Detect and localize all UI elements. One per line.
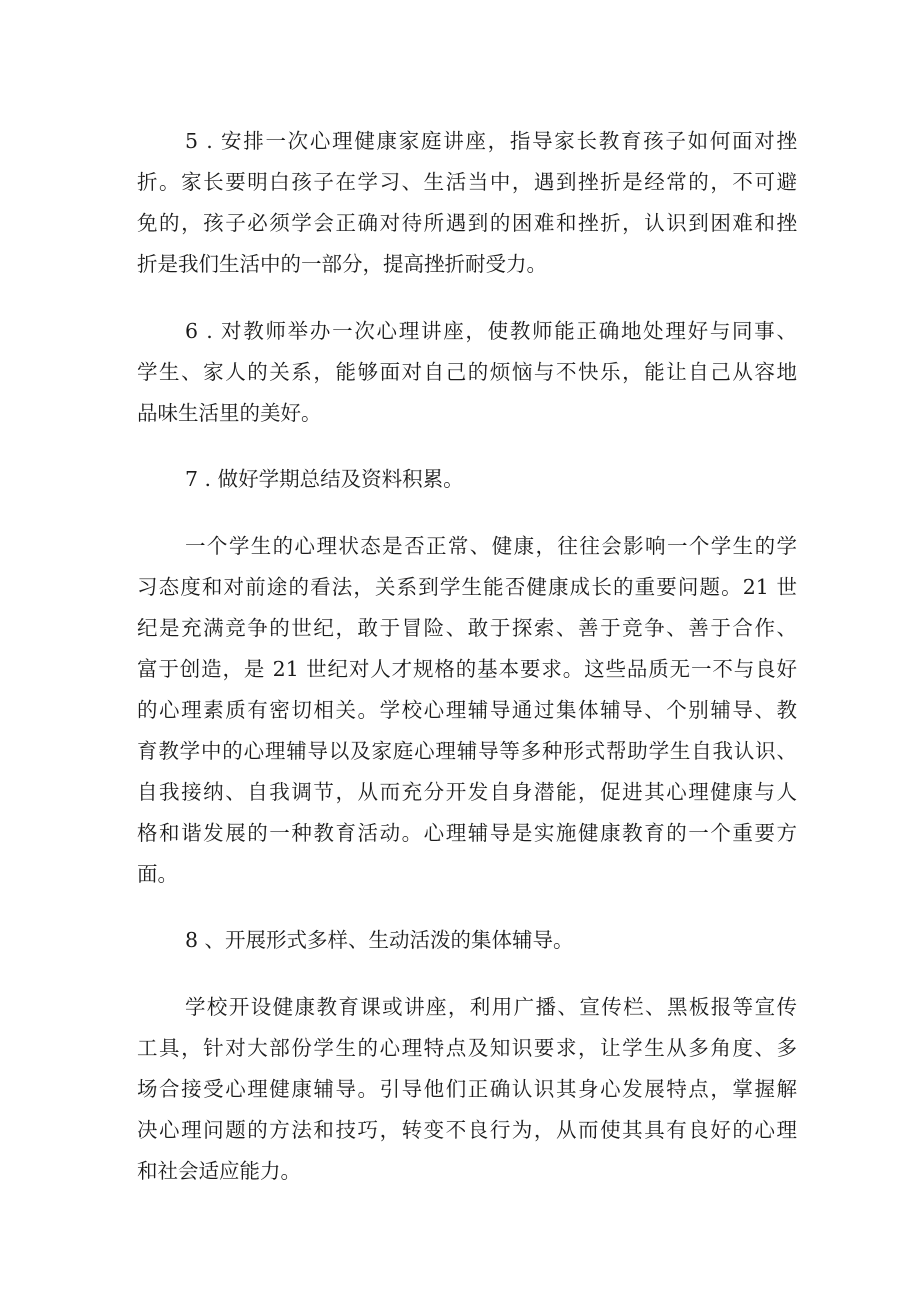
summary-paragraph-line: 格和谐发展的一种教育活动。心理辅导是实施健康教育的一个重要方 (137, 820, 797, 845)
paragraph-8-heading: 8 、开展形式多样、生动活泼的集体辅导。 (185, 928, 574, 952)
paragraph-gap (137, 434, 797, 460)
summary-paragraph-line: 纪是充满竞争的世纪，敢于冒险、敢于探索、善于竞争、善于合作、 (137, 615, 797, 640)
paragraph-gap (137, 895, 797, 921)
paragraph-gap (137, 961, 797, 987)
paragraph-5-line: 折。家长要明白孩子在学习、生活当中，遇到挫折是经常的，不可避 (137, 170, 797, 194)
summary-paragraph-line: 育教学中的心理辅导以及家庭心理辅导等多种形式帮助学生自我认识、 (137, 738, 797, 763)
paragraph-6-line: 品味生活里的美好。 (137, 400, 322, 425)
summary-paragraph-line: 面。 (137, 861, 178, 886)
paragraph-8-body-line: 学校开设健康教育课或讲座，利用广播、宣传栏、黑板报等宣传 (185, 994, 797, 1019)
summary-paragraph-line: 习态度和对前途的看法，关系到学生能否健康成长的重要问题。21 世 (137, 574, 797, 599)
paragraph-gap (137, 285, 797, 311)
summary-paragraph-line: 一个学生的心理状态是否正常、健康，往往会影响一个学生的学 (185, 533, 797, 558)
summary-paragraph-line: 富于创造，是 21 世纪对人才规格的基本要求。这些品质无一不与良好 (137, 656, 797, 681)
document-body (137, 121, 797, 1192)
paragraph-8-body-line: 场合接受心理健康辅导。引导他们正确认识其身心发展特点，掌握解 (137, 1076, 797, 1101)
paragraph-5-line: 免的，孩子必须学会正确对待所遇到的困难和挫折，认识到困难和挫 (137, 211, 797, 235)
paragraph-8-body-line: 工具，针对大部份学生的心理特点及知识要求，让学生从多角度、多 (137, 1035, 797, 1060)
summary-paragraph-line: 自我接纳、自我调节，从而充分开发自身潜能，促进其心理健康与人 (137, 779, 797, 804)
paragraph-8-body-line: 和社会适应能力。 (137, 1158, 301, 1183)
paragraph-gap (137, 500, 797, 526)
paragraph-6-line: 学生、家人的关系，能够面对自己的烦恼与不快乐，能让自己从容地 (137, 359, 797, 384)
summary-paragraph-line: 的心理素质有密切相关。学校心理辅导通过集体辅导、个别辅导、教 (137, 697, 797, 722)
paragraph-5-line: 折是我们生活中的一部分，提高挫折耐受力。 (137, 252, 547, 276)
paragraph-7-line: 7 . 做好学期总结及资料积累。 (185, 467, 464, 491)
paragraph-5-line: 5 . 安排一次心理健康家庭讲座，指导家长教育孩子如何面对挫 (185, 129, 797, 153)
paragraph-6-line: 6 . 对教师举办一次心理讲座，使教师能正确地处理好与同事、 (185, 318, 797, 343)
paragraph-8-body-line: 决心理问题的方法和技巧，转变不良行为，从而使其具有良好的心理 (137, 1117, 797, 1142)
